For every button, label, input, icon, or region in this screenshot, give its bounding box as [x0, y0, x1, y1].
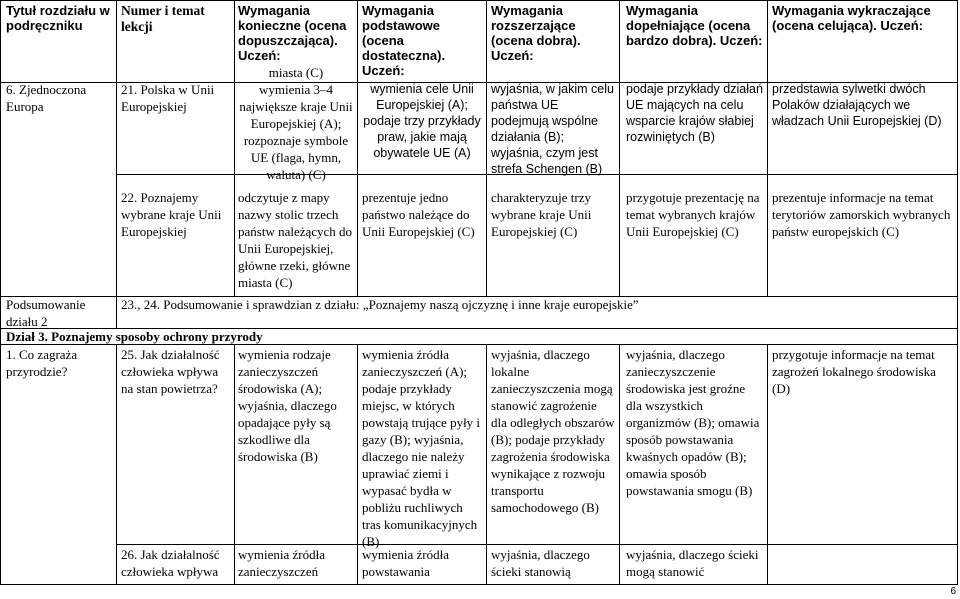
chapter-6-title: 6. Zjednoczona Europa — [6, 82, 87, 114]
row25-divider — [116, 544, 958, 545]
col-divider-4b — [486, 344, 487, 585]
lesson-26-title: 26. Jak działalność człowieka wpływa — [121, 547, 220, 579]
lesson-22-wykraczajace: prezentuje informacje na temat terytoriów zamorskich wybranych państw europejskich (C) — [772, 190, 951, 239]
lesson-26-rozszerzajace: wyjaśnia, dlaczego ścieki stanowią — [491, 547, 590, 579]
col-divider-5b — [619, 344, 620, 585]
page-number: 6 — [950, 586, 956, 597]
lesson-25-title: 25. Jak działalność człowieka wpływa na stan powietrza? — [121, 347, 220, 396]
lesson-25-dopelniajace: wyjaśnia, dlaczego zanieczyszczenie środowiska jest groźne dla wszystkich organizmów (B); omawia sposób powstawania kwaśnych opadów (B); omawia sposób powstawania smogu (B) — [626, 347, 760, 498]
header-lesson: Numer i temat lekcji — [121, 3, 205, 34]
lesson-26-dopelniajace: wyjaśnia, dlaczego ścieki mogą stanowić — [626, 547, 759, 579]
lesson-26-podstawowe: wymienia źródła powstawania — [362, 547, 449, 579]
section-3-title: Dział 3. Poznajemy sposoby ochrony przyrody — [6, 329, 263, 344]
header-chapter-title: Tytuł rozdziału w podręczniku — [6, 3, 110, 33]
border-left — [0, 0, 1, 585]
lesson-25-podstawowe: wymienia źródła zanieczyszczeń (A); podaje przykłady miejsc, w których powstają trujące pyły i gazy (B); wyjaśnia, dlaczego nie należy uprawiać ziemi i wypasać bydła w pobliżu ruchliwych tras komunikacyjnych (B) — [362, 347, 481, 549]
lesson-22-konieczne: odczytuje z mapy nazwy stolic trzech państw należących do Unii Europejskiej, główne rzeki, główne miasta (C) — [238, 190, 353, 290]
header-dopelniajace: Wymagania dopełniające (ocena bardzo dobra). Uczeń: — [626, 3, 763, 48]
col-divider-5a — [619, 0, 620, 296]
lesson-26-konieczne: wymienia źródła zanieczyszczeń — [238, 547, 325, 579]
summary-col-divider — [116, 296, 117, 328]
header-wykraczajace: Wymagania wykraczające (ocena celująca). Uczeń: — [772, 3, 931, 33]
lesson-22-podstawowe: prezentuje jedno państwo należące do Unii Europejskiej (C) — [362, 190, 475, 239]
summary-chapter: Podsumowanie działu 2 — [6, 297, 86, 329]
col-divider-4a — [486, 0, 487, 296]
col-divider-2a — [234, 0, 235, 296]
lesson-21-title: 21. Polska w Unii Europejskiej — [121, 82, 215, 114]
col-divider-3a — [357, 0, 358, 296]
table-border-bottom — [0, 584, 958, 585]
lesson-22-title: 22. Poznajemy wybrane kraje Unii Europejskiej — [121, 190, 222, 239]
lesson-22-rozszerzajace: charakteryzuje trzy wybrane kraje Unii Europejskiej (C) — [491, 190, 592, 239]
col-divider-1b — [116, 344, 117, 585]
lesson-21-wykraczajace: przedstawia sylwetki dwóch Polaków działających we władzach Unii Europejskiej (D) — [772, 82, 942, 128]
header-konieczne: Wymagania konieczne (ocena dopuszczająca). Uczeń: — [238, 3, 347, 63]
lesson-21-konieczne: wymienia 3–4 największe kraje Unii Europejskiej (A); rozpoznaje symbole UE (flaga, hymn, waluta) (C) — [239, 82, 353, 182]
summary-lessons: 23., 24. Podsumowanie i sprawdzian z działu: „Poznajemy naszą ojczyznę i inne kraje europejskie” — [121, 297, 639, 312]
lesson-21-rozszerzajace: wyjaśnia, w jakim celu państwa UE podejmują wspólne działania (B); wyjaśnia, czym jest strefa Schengen (B) — [491, 82, 614, 176]
col-divider-3b — [357, 344, 358, 585]
chapter-1-title: 1. Co zagraża przyrodzie? — [6, 347, 78, 379]
table-border-top — [0, 0, 958, 1]
col-divider-6a — [767, 0, 768, 296]
lesson-25-wykraczajace: przygotuje informacje na temat zagrożeń lokalnego środowiska (D) — [772, 347, 936, 396]
lesson-21-podstawowe: wymienia cele Unii Europejskiej (A); podaje trzy przykłady praw, jakie mają obywatele UE (A) — [363, 82, 481, 160]
border-right — [957, 0, 958, 585]
header-rozszerzajace: Wymagania rozszerzające (ocena dobra). Uczeń: — [491, 3, 581, 63]
lesson-21-dopelniajace: podaje przykłady działań UE mających na celu wsparcie krajów słabiej rozwiniętych (B) — [626, 82, 763, 144]
lesson-25-rozszerzajace: wyjaśnia, dlaczego lokalne zanieczyszczenia mogą stanowić zagrożenie dla odległych obszarów (B); podaje przykłady zagrożenia środowiska wynikające z rozwoju transportu samochodowego (B) — [491, 347, 615, 515]
header-podstawowe: Wymagania podstawowe (ocena dostateczna). Uczeń: — [362, 3, 446, 78]
lesson-22-dopelniajace: przygotuje prezentację na temat wybranych krajów Unii Europejskiej (C) — [626, 190, 760, 239]
lesson-25-konieczne: wymienia rodzaje zanieczyszczeń środowiska (A); wyjaśnia, dlaczego opadające pyły są szkodliwe dla środowiska (B) — [238, 347, 337, 464]
col-divider-1 — [116, 0, 117, 296]
lesson-21-konieczne-top: miasta (C) — [268, 65, 324, 80]
col-divider-2b — [234, 344, 235, 585]
col-divider-6b — [767, 344, 768, 585]
